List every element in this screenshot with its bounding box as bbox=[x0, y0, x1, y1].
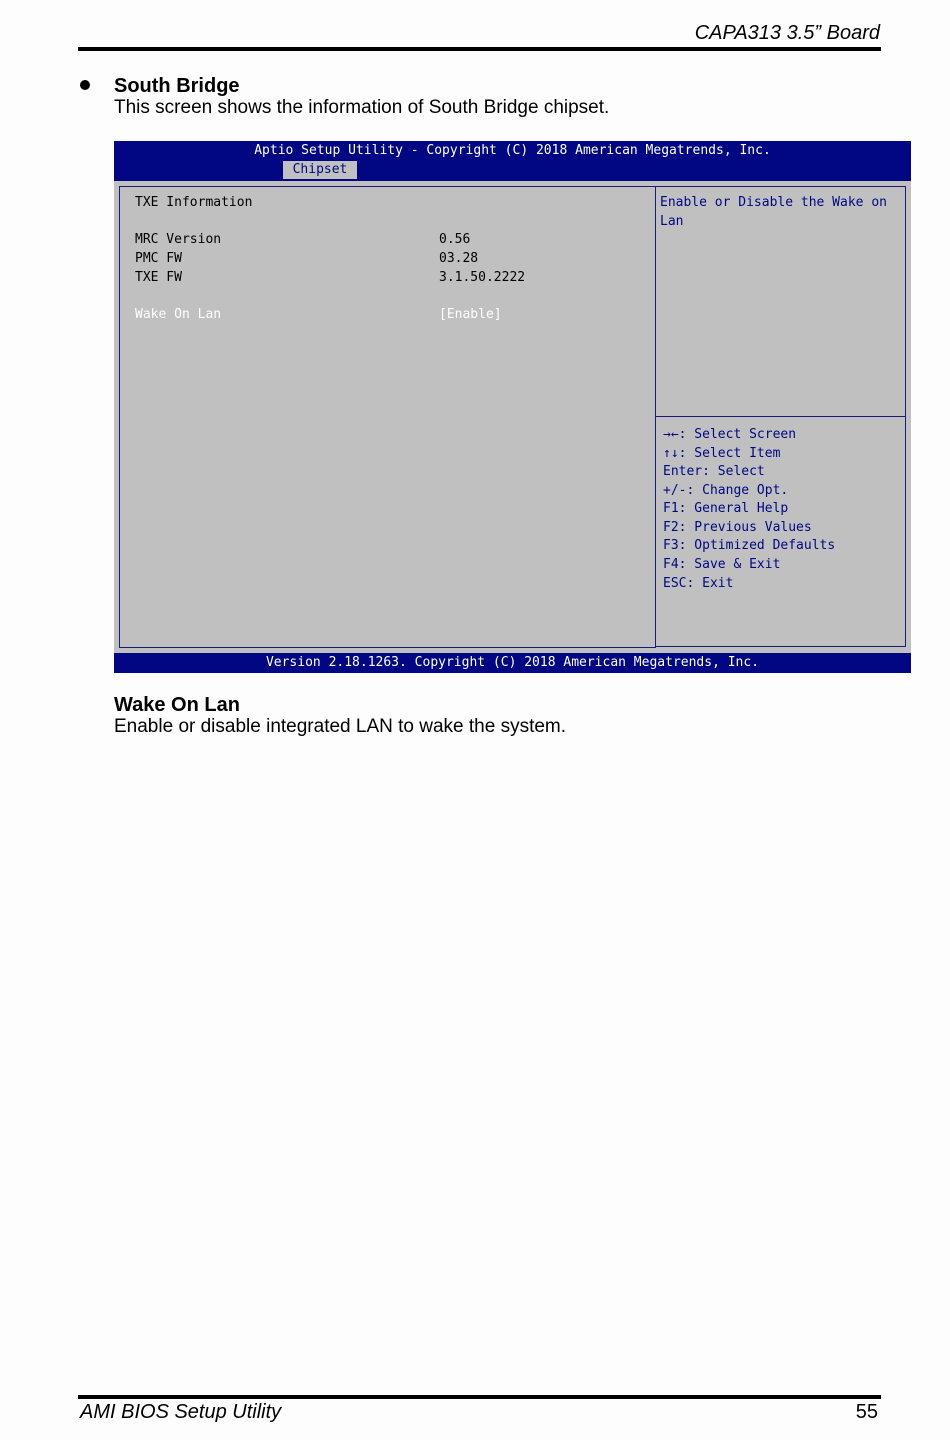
subsection-description: Enable or disable integrated LAN to wake the system. bbox=[114, 716, 567, 737]
page-number: 55 bbox=[855, 1401, 878, 1423]
key-hint-enter: Enter: Select bbox=[663, 464, 765, 479]
txe-information-heading: TXE Information bbox=[135, 195, 253, 210]
key-hint-select-item: ↑↓: Select Item bbox=[663, 446, 781, 461]
key-hint-f2: F2: Previous Values bbox=[663, 520, 812, 535]
key-hint-select-screen: →←: Select Screen bbox=[663, 427, 797, 442]
key-hint-f4: F4: Save & Exit bbox=[663, 557, 781, 572]
bios-title: Aptio Setup Utility - Copyright (C) 2018 American Megatrends, Inc. bbox=[254, 143, 771, 158]
key-hint-esc: ESC: Exit bbox=[663, 576, 734, 591]
key-hint-f3: F3: Optimized Defaults bbox=[663, 538, 836, 553]
document-header-title: CAPA313 3.5” Board bbox=[694, 22, 880, 44]
key-hint-change-opt: +/-: Change Opt. bbox=[663, 483, 789, 498]
footer-rule bbox=[78, 1395, 881, 1399]
header-rule bbox=[78, 47, 881, 51]
section-description: This screen shows the information of South Bridge chipset. bbox=[114, 97, 610, 118]
txe-fw-label: TXE FW bbox=[135, 270, 182, 285]
help-text: Enable or Disable the Wake on Lan bbox=[660, 195, 887, 229]
section-title: South Bridge bbox=[114, 75, 240, 97]
pmc-fw-label: PMC FW bbox=[135, 251, 182, 266]
txe-fw-value: 3.1.50.2222 bbox=[439, 270, 526, 285]
wake-on-lan-option[interactable]: Wake On Lan bbox=[135, 307, 222, 322]
key-hint-f1: F1: General Help bbox=[663, 501, 789, 516]
subsection-title: Wake On Lan bbox=[114, 694, 240, 716]
settings-panel bbox=[119, 186, 656, 648]
tab-chipset[interactable]: Chipset bbox=[283, 161, 357, 179]
bios-screenshot bbox=[114, 141, 911, 673]
pmc-fw-value: 03.28 bbox=[439, 251, 479, 266]
mrc-version-value: 0.56 bbox=[439, 232, 471, 247]
bullet-icon bbox=[80, 80, 90, 90]
mrc-version-label: MRC Version bbox=[135, 232, 222, 247]
bios-version-bar: Version 2.18.1263. Copyright (C) 2018 American Megatrends, Inc. bbox=[114, 653, 911, 673]
bios-title-bar bbox=[114, 141, 911, 181]
wake-on-lan-value[interactable]: [Enable] bbox=[439, 307, 502, 322]
footer-title: AMI BIOS Setup Utility bbox=[80, 1401, 282, 1423]
